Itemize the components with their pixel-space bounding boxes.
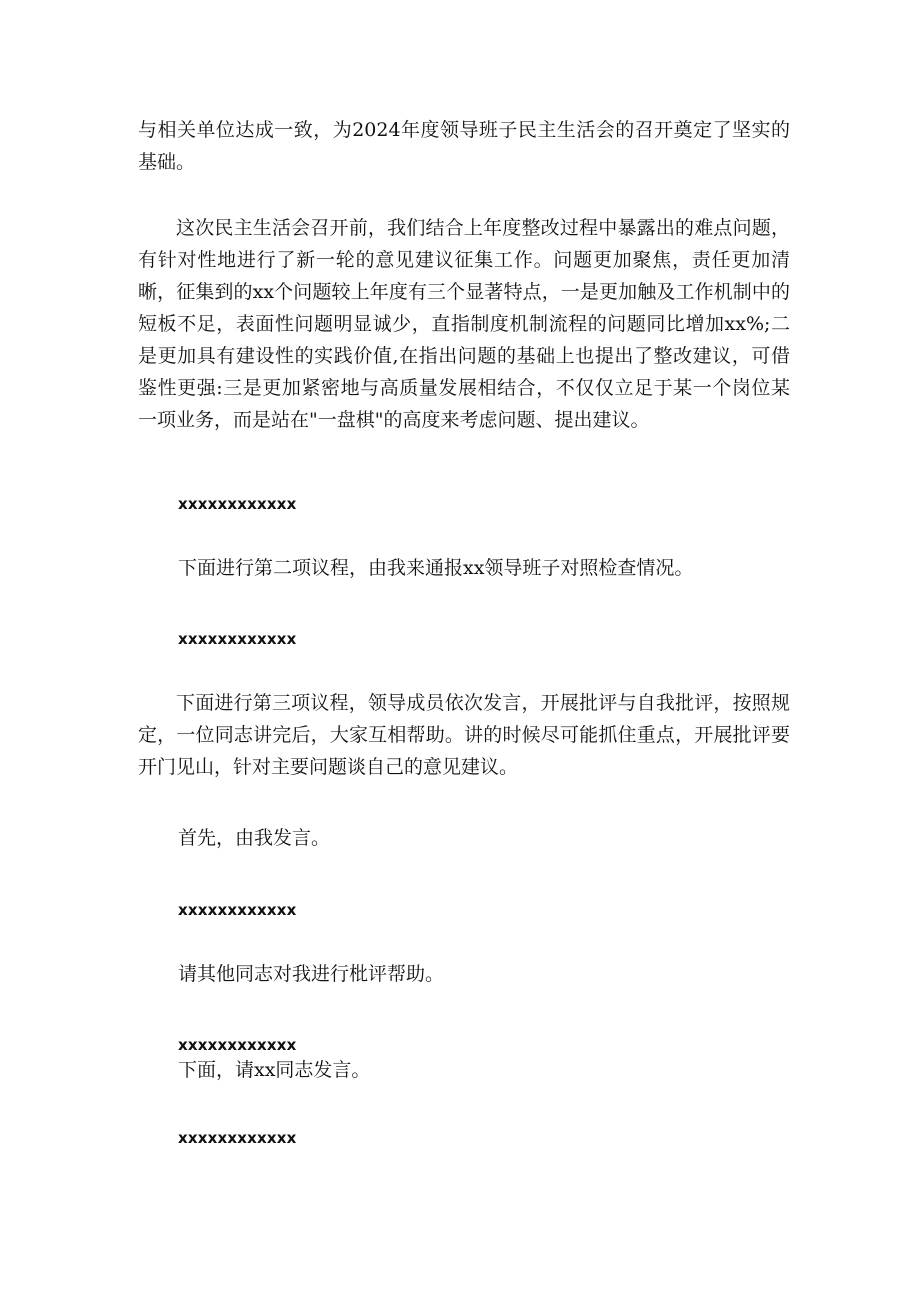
continuation-paragraph: 与相关单位达成一致，为2024年度领导班子民主生活会的召开奠定了坚实的基础。 — [138, 119, 790, 173]
placeholder-marker-5: xxxxxxxxxxxx — [178, 1129, 297, 1147]
agenda-item-3-paragraph: 下面进行第三项议程，领导成员依次发言，开展批评与自我批评，按照规定，一位同志讲完后，大家互相帮助。讲的时候尽可能抓住重点，开展批评要开门见山，针对主要问题谈自己的意见建议。 — [138, 692, 790, 778]
next-speaker-line: 下面，请xx同志发言。 — [178, 1059, 371, 1081]
placeholder-marker-3: xxxxxxxxxxxx — [178, 901, 297, 919]
request-criticism-line: 请其他同志对我进行枇评帮助。 — [178, 963, 445, 985]
placeholder-marker-2: xxxxxxxxxxxx — [178, 630, 297, 648]
feedback-paragraph: 这次民主生活会召开前，我们结合上年度整改过程中暴露出的难点问题，有针对性地进行了新一轮的意见建议征集工作。问题更加聚焦，责任更加清晰，征集到的xx个问题较上年度有三个显著特点，一是更加触及工作机制中的短板不足，表面性问题明显诚少，直指制度机制流程的问题同比增加xx%;二是更加具有建设性的实践价值,在指出问题的基础上也提出了整改建议，可借鉴性更强:三是更加紧密地与高质量发展相结合，不仅仅立足于某一个岗位某一项业务，而是站在"一盘棋"的高度来考虑问题、提出建议。 — [138, 217, 790, 431]
first-speaker-line: 首先，由我发言。 — [178, 827, 331, 849]
agenda-item-2: 下面进行第二项议程，由我来通报xx领导班子对照检查情况。 — [178, 557, 694, 579]
placeholder-marker-1: xxxxxxxxxxxx — [178, 495, 297, 513]
placeholder-marker-4: xxxxxxxxxxxx — [178, 1036, 297, 1054]
